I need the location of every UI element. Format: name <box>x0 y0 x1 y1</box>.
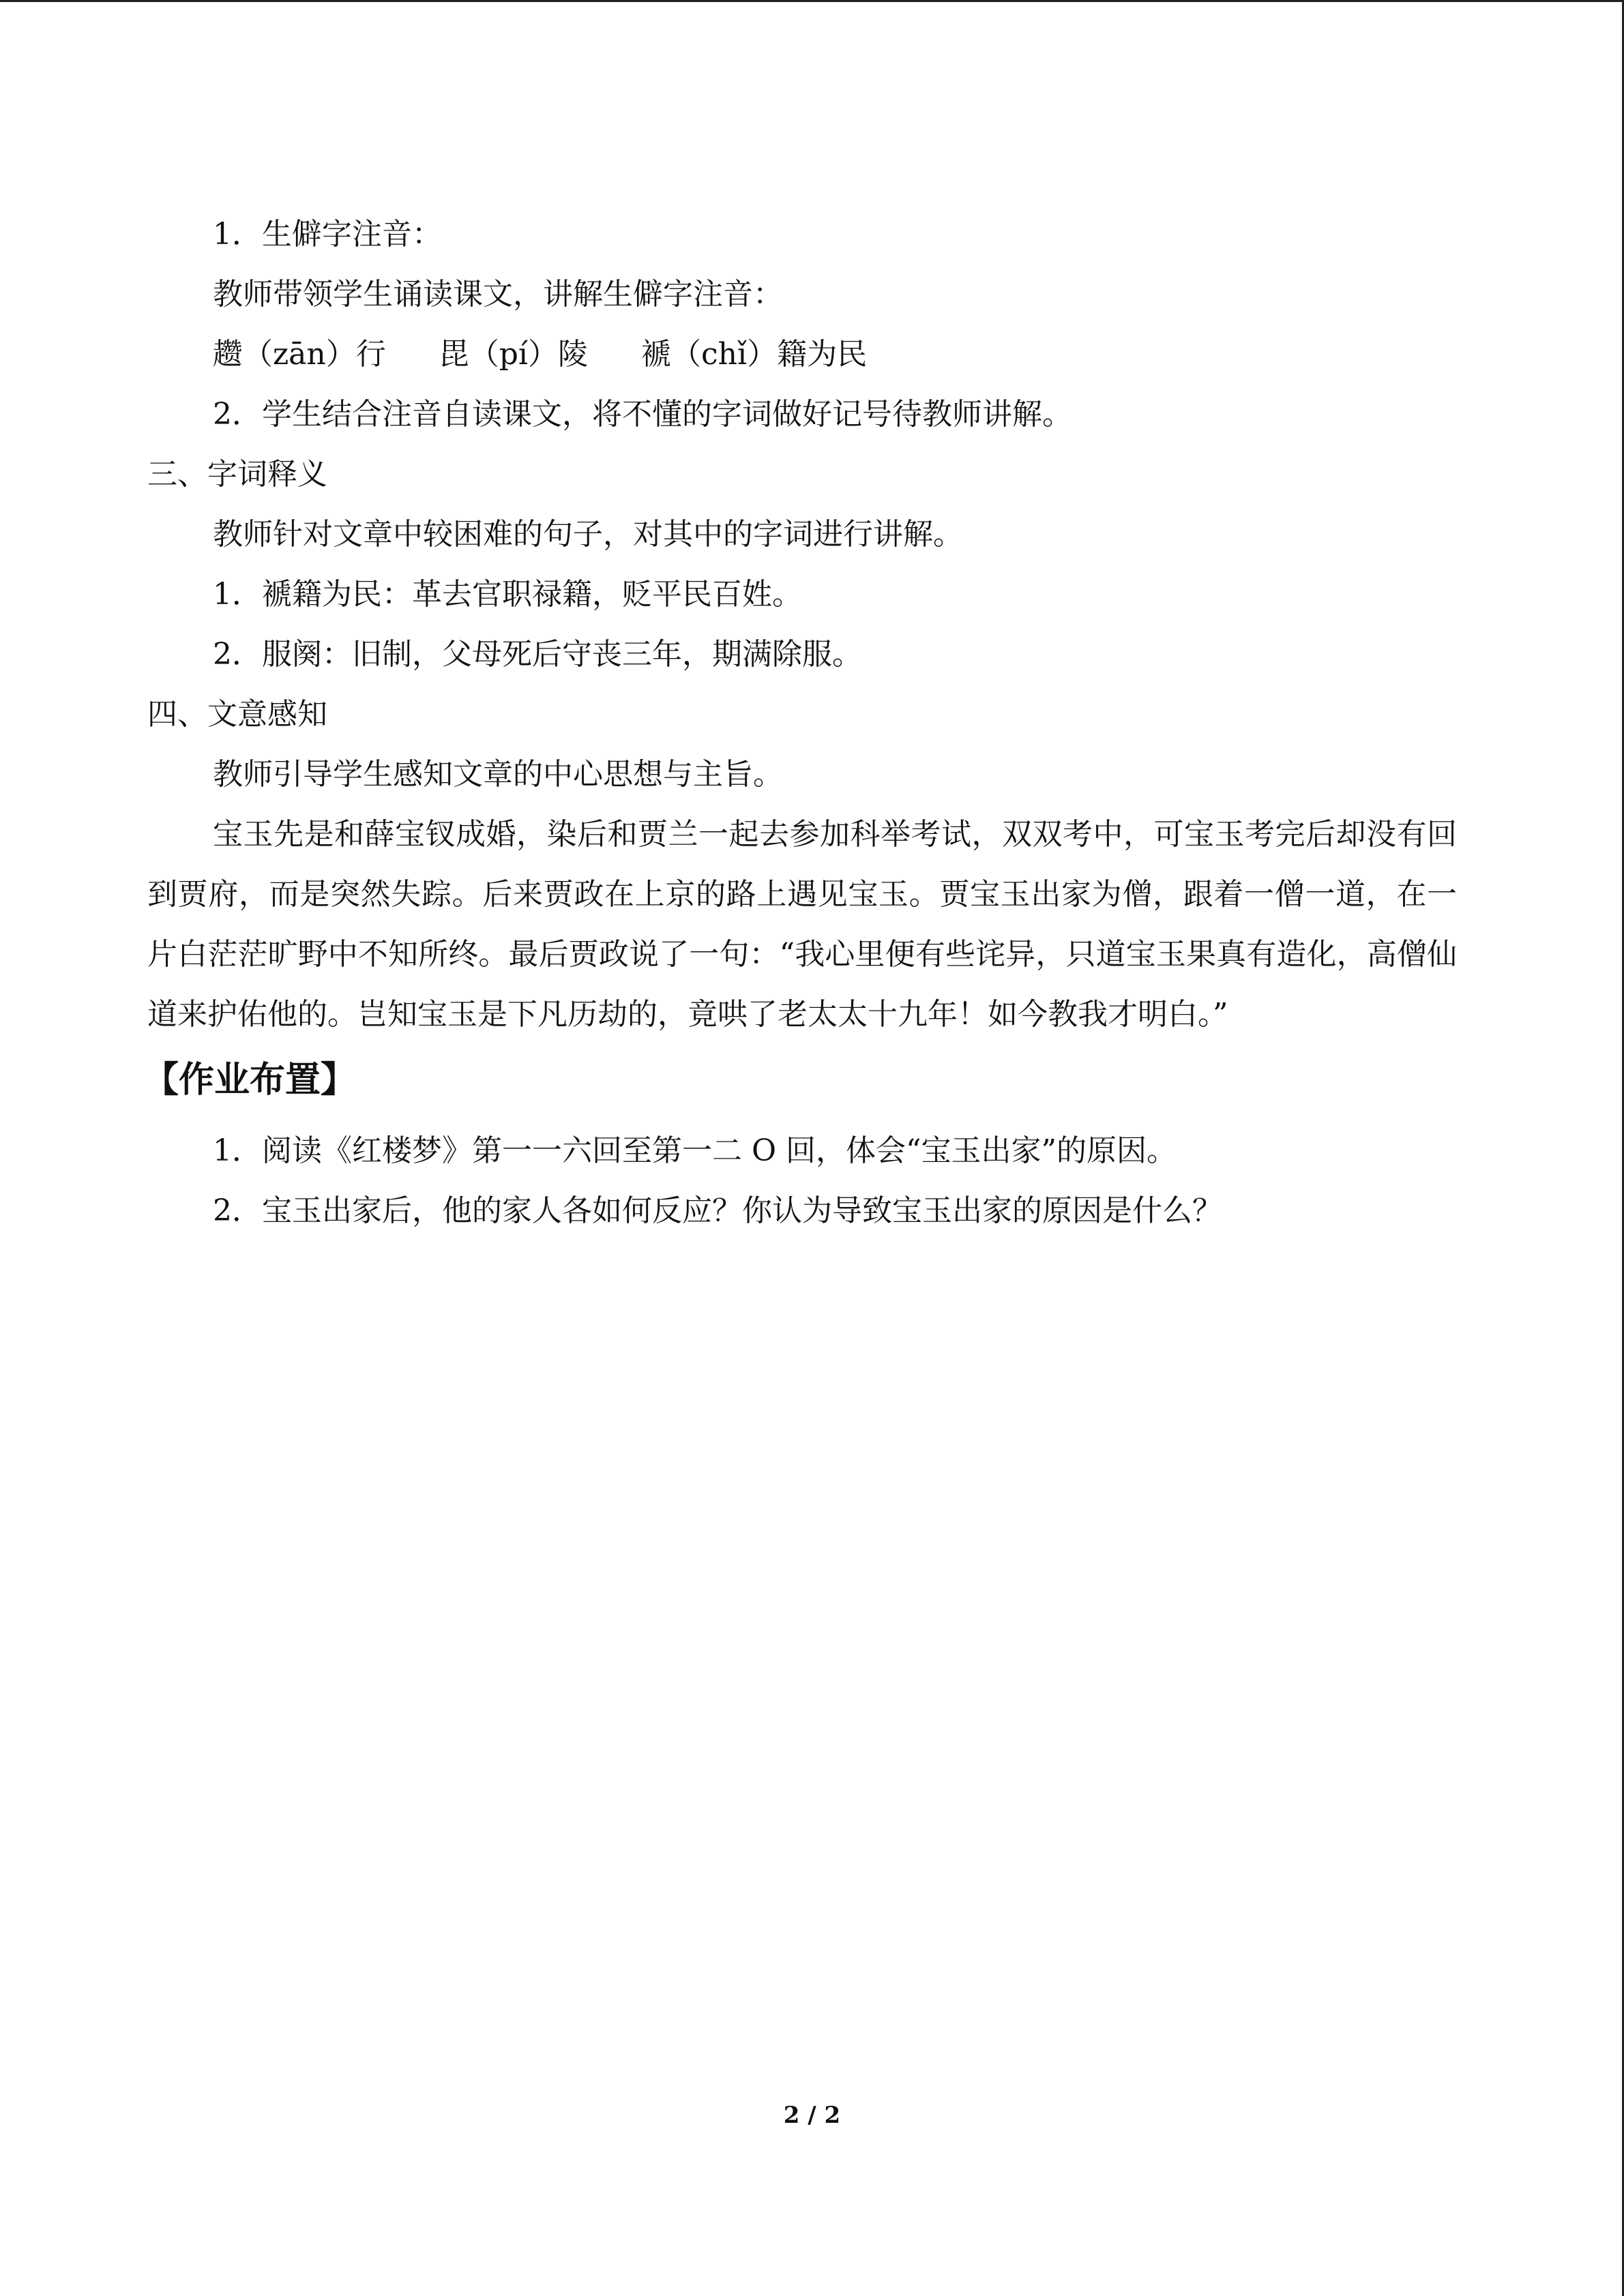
document-body <box>143 205 1457 1241</box>
homework-item-2: 2．宝玉出家后，他的家人各如何反应？你认为导致宝玉出家的原因是什么？ <box>213 1193 1222 1228</box>
item-self-reading: 2．学生结合注音自读课文，将不懂的字词做好记号待教师讲解。 <box>213 397 1072 432</box>
teacher-theme-guidance: 教师引导学生感知文章的中心思想与主旨。 <box>213 757 783 792</box>
pinyin-word-3: 褫（chǐ）籍为民 <box>641 337 868 372</box>
pinyin-examples <box>147 325 1457 385</box>
word-definition-1: 1．褫籍为民：革去官职禄籍，贬平民百姓。 <box>213 577 802 612</box>
teacher-word-explanation: 教师针对文章中较困难的句子，对其中的字词进行讲解。 <box>213 517 963 552</box>
homework-title: 【作业布置】 <box>143 1060 357 1101</box>
page-number: 2 / 2 <box>783 2102 841 2129</box>
section-heading-comprehension: 四、文意感知 <box>147 697 327 732</box>
teacher-reading-instruction: 教师带领学生诵读课文，讲解生僻字注音： <box>213 277 783 312</box>
pinyin-word-2: 毘（pí）陵 <box>439 337 589 372</box>
page-top-border <box>0 0 1624 2</box>
pinyin-word-1: 趱（zān）行 <box>213 337 386 372</box>
word-definition-2: 2．服阕：旧制，父母死后守丧三年，期满除服。 <box>213 637 862 672</box>
story-summary-paragraph: 宝玉先是和薛宝钗成婚，染后和贾兰一起去参加科举考试，双双考中，可宝玉考完后却没有回到贾府，而是突然失踪。后来贾政在上京的路上遇见宝玉。贾宝玉出家为僧，跟着一僧一道，在一片白茫茫旷野中不知所终。最后贾政说了一句：“我心里便有些诧异，只道宝玉果真有造化，高僧仙道来护佑他的。岂知宝玉是下凡历劫的，竟哄了老太太十九年！如今教我才明白。” <box>147 817 1457 1032</box>
homework-item-1: 1．阅读《红楼梦》第一一六回至第一二 O 回，体会“宝玉出家”的原因。 <box>213 1133 1177 1168</box>
item-rare-char-pinyin: 1．生僻字注音： <box>213 217 442 252</box>
section-heading-word-meaning: 三、字词释义 <box>147 457 327 492</box>
